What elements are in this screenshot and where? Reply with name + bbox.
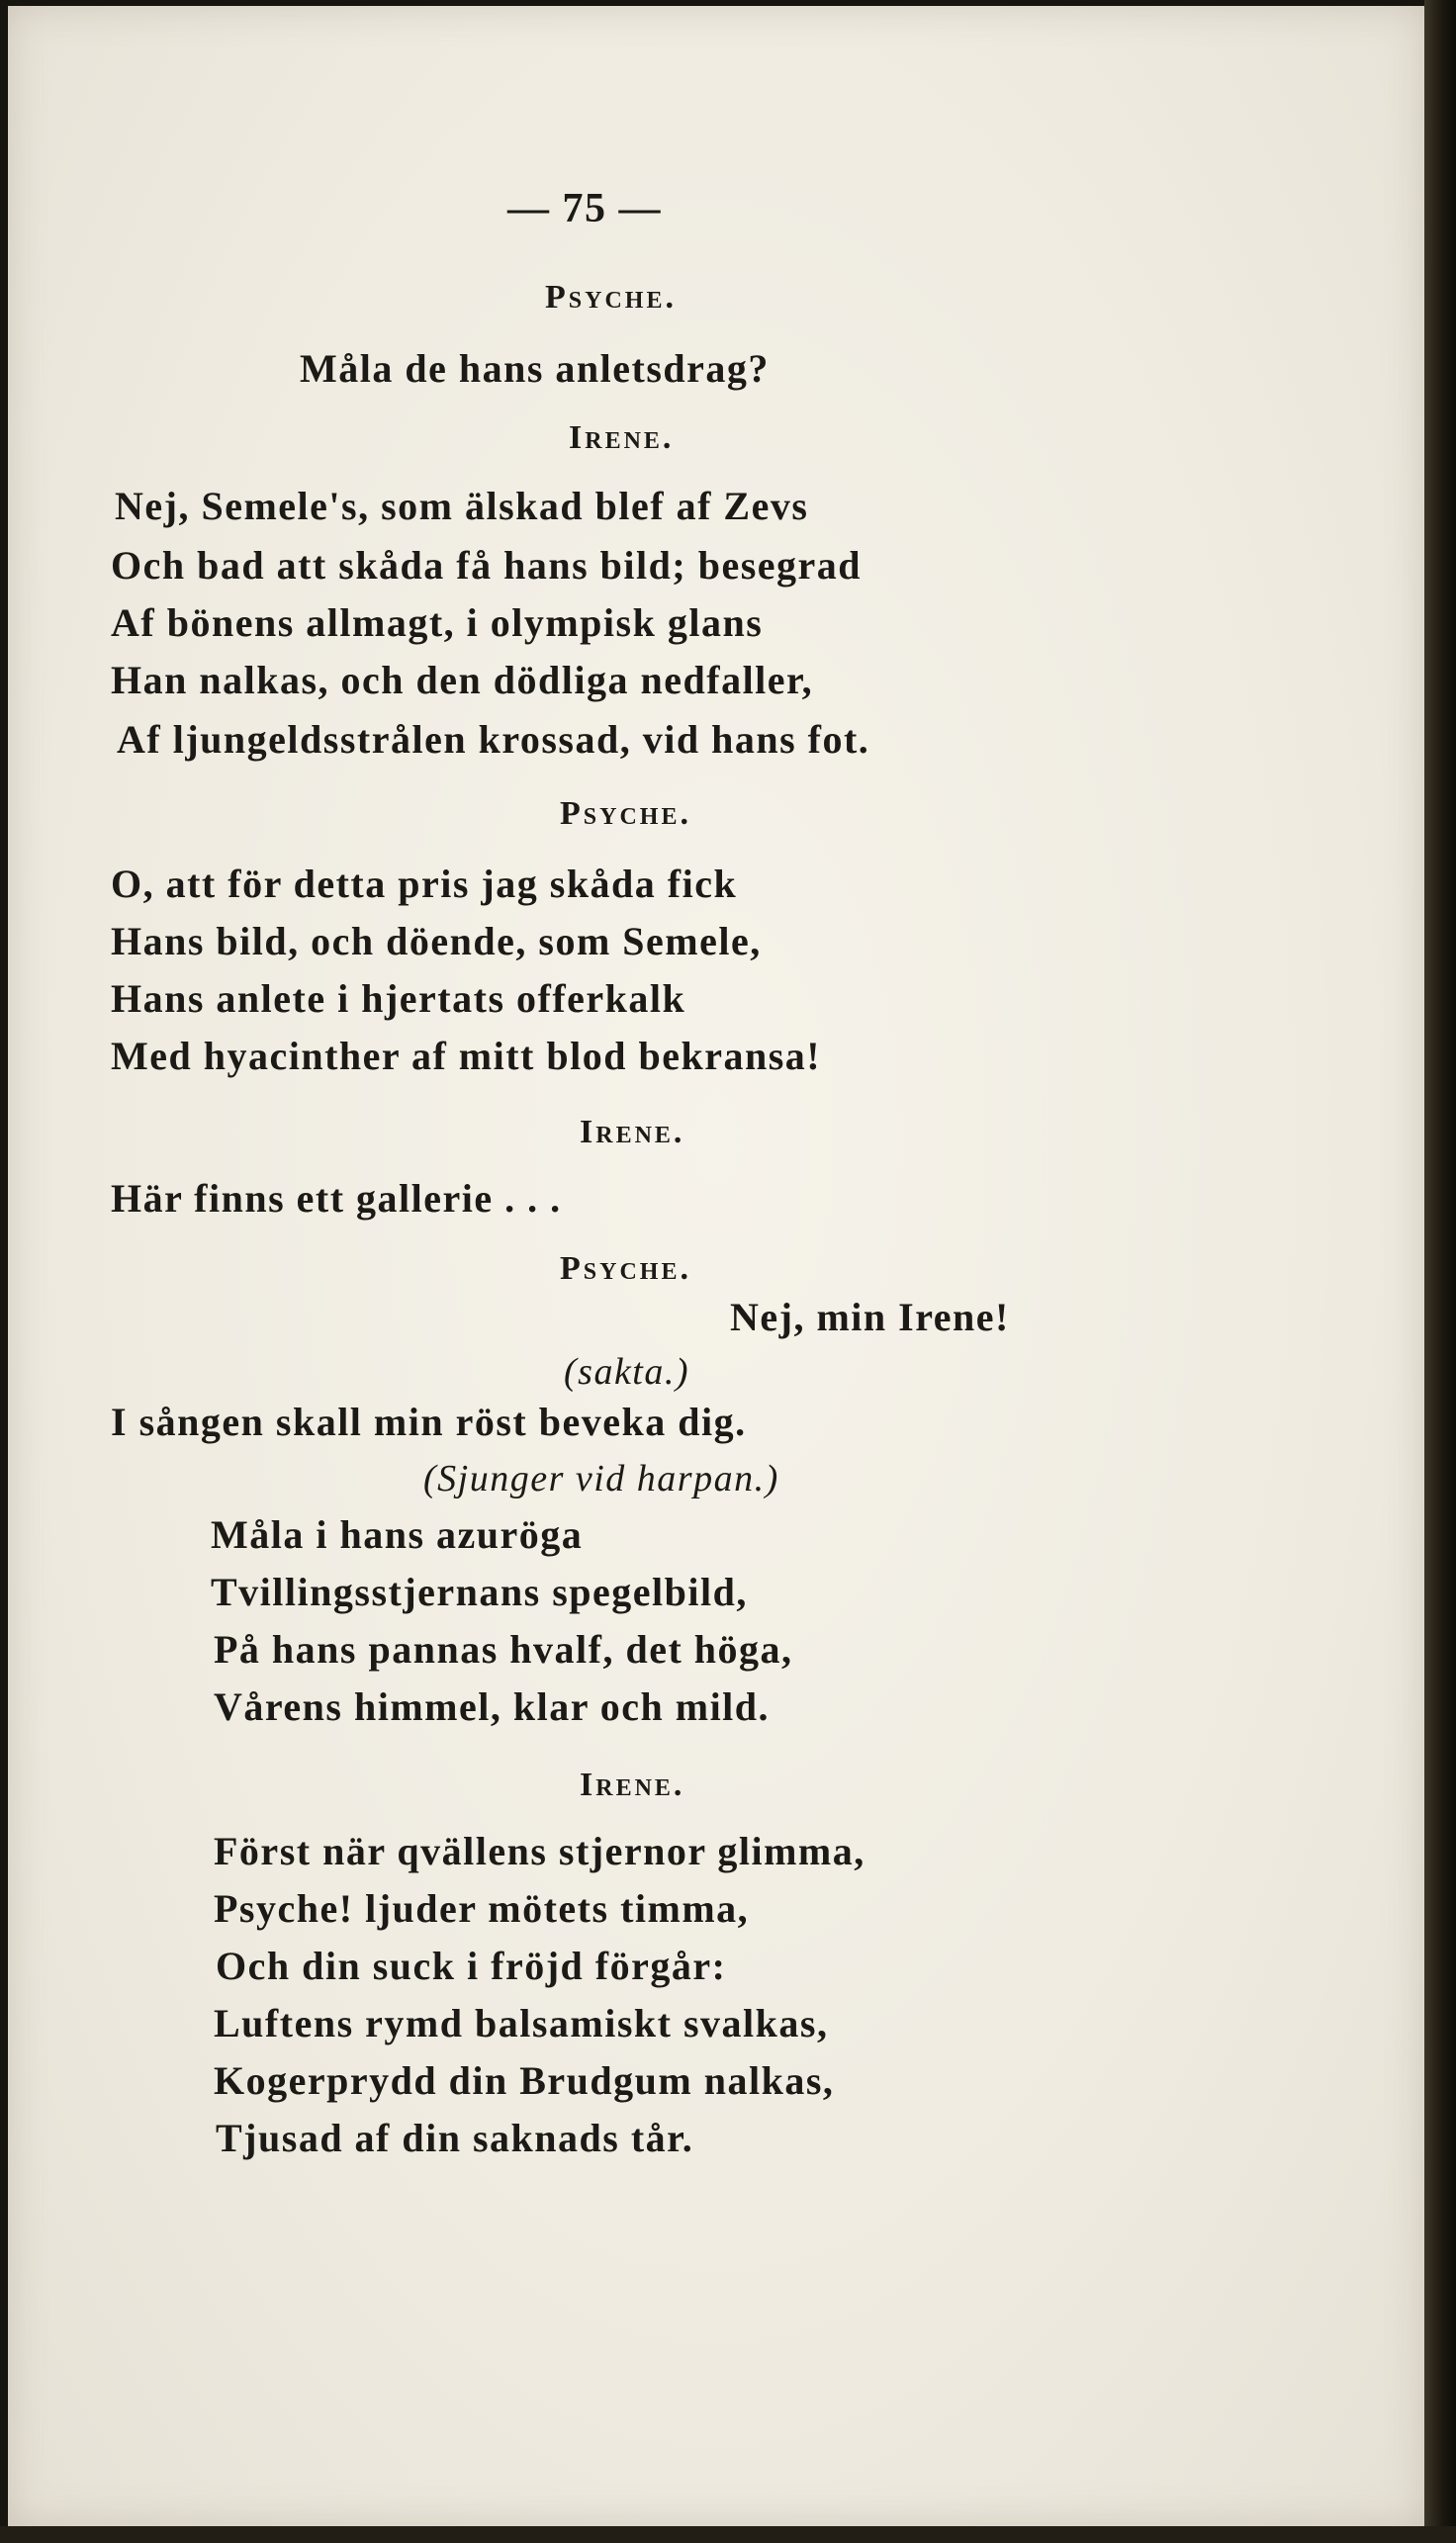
- speaker-label: Irene.: [580, 1114, 685, 1150]
- verse-line: Psyche! ljuder mötets timma,: [214, 1886, 750, 1931]
- page-text: [8, 6, 1424, 2526]
- book-page: [8, 6, 1424, 2526]
- book-spine-edge: [1424, 0, 1456, 2543]
- speaker-label: Irene.: [569, 419, 675, 456]
- verse-line: På hans pannas hvalf, det höga,: [214, 1627, 793, 1672]
- stage-direction: (Sjunger vid harpan.): [423, 1458, 779, 1499]
- verse-line: Hans bild, och döende, som Semele,: [111, 919, 762, 963]
- speaker-label: Psyche.: [560, 1250, 691, 1287]
- verse-line: Med hyacinther af mitt blod bekransa!: [111, 1034, 822, 1078]
- verse-line: Måla i hans azuröga: [211, 1512, 584, 1557]
- page-bottom-edge: [0, 2526, 1456, 2543]
- verse-line: Tjusad af din saknads tår.: [216, 2116, 694, 2160]
- verse-line: Vårens himmel, klar och mild.: [214, 1684, 771, 1729]
- verse-line: Först när qvällens stjernor glimma,: [214, 1829, 865, 1873]
- speaker-label: Irene.: [580, 1767, 685, 1803]
- verse-line: Han nalkas, och den dödliga nedfaller,: [111, 658, 814, 702]
- verse-line: Luftens rymd balsamiskt svalkas,: [214, 2001, 829, 2045]
- verse-line: Och bad att skåda få hans bild; besegrad: [111, 543, 863, 588]
- speaker-label: Psyche.: [545, 279, 677, 316]
- stage-direction: (sakta.): [564, 1351, 690, 1393]
- verse-line: Nej, Semele's, som älskad blef af Zevs: [115, 484, 809, 528]
- verse-line: Af bönens allmagt, i olympisk glans: [111, 600, 764, 645]
- verse-line: Nej, min Irene!: [730, 1295, 1010, 1339]
- speaker-label: Psyche.: [560, 795, 691, 832]
- verse-line: Tvillingsstjernans spegelbild,: [211, 1570, 748, 1614]
- verse-line: Måla de hans anletsdrag?: [300, 346, 770, 391]
- verse-line: Af ljungeldsstrålen krossad, vid hans fot.: [117, 717, 870, 762]
- verse-line: I sången skall min röst beveka dig.: [111, 1400, 747, 1444]
- verse-line: Och din suck i fröjd förgår:: [216, 1944, 727, 1988]
- verse-line: O, att för detta pris jag skåda fick: [111, 862, 738, 906]
- verse-line: Hans anlete i hjertats offerkalk: [111, 976, 686, 1021]
- verse-line: Här finns ett gallerie . . .: [111, 1176, 562, 1221]
- verse-line: Kogerprydd din Brudgum nalkas,: [214, 2058, 835, 2103]
- page-number: — 75 —: [507, 186, 662, 231]
